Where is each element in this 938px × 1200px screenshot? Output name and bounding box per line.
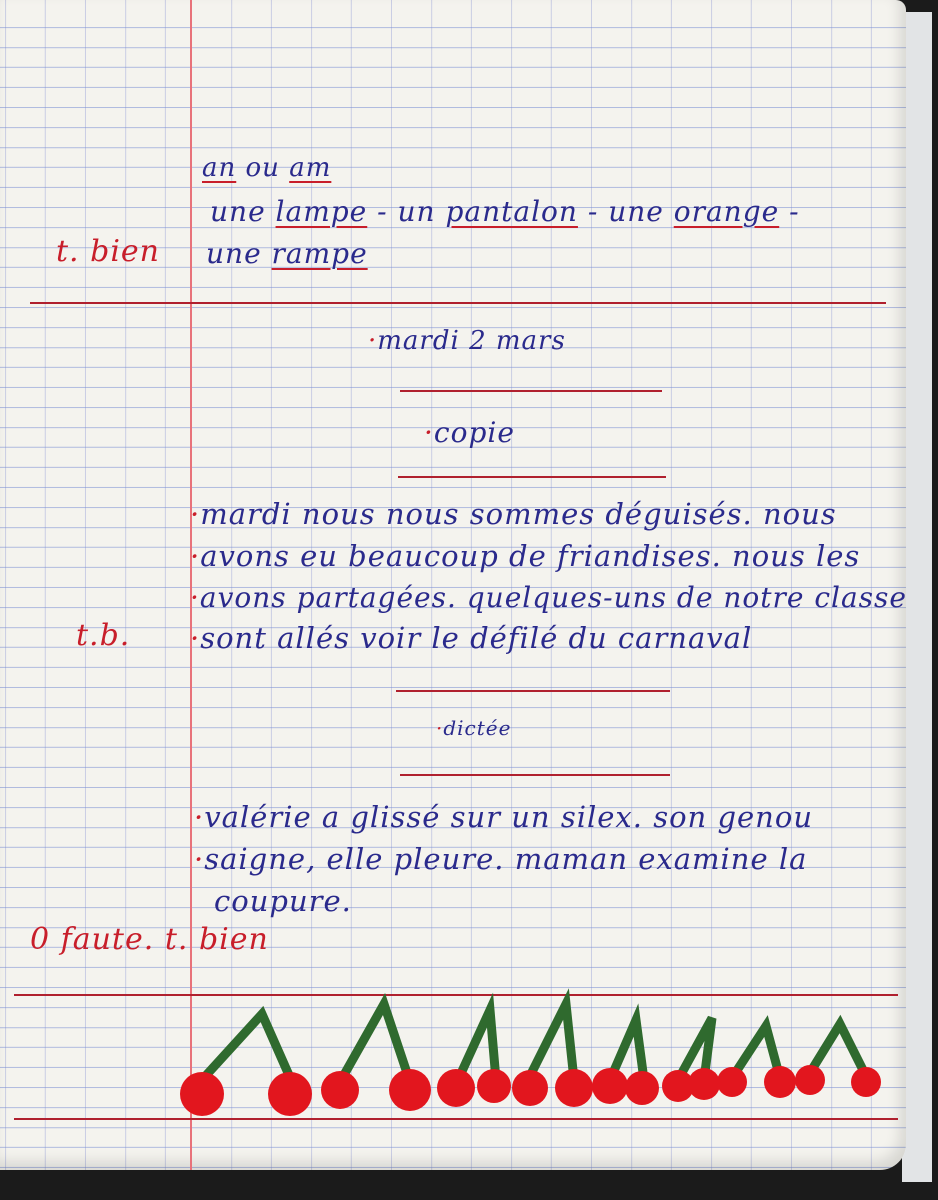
copie-line-text: sont allés voir le défilé du carnaval [200,621,753,655]
grade-mark-2: t.b. [76,618,131,653]
word: pantalon [445,195,578,228]
cherry-pair-icon [340,1004,410,1082]
word: orange [673,195,780,228]
copie-line: ·avons partagées. quelques-uns de notre classe [190,581,907,614]
copie-line: ·sont allés voir le défilé du carnaval [190,621,753,655]
date-text: mardi 2 mars [377,326,566,356]
copie-line: ·avons eu beaucoup de friandises. nous les [190,539,861,573]
date-line: ·mardi 2 mars [368,326,566,356]
cherry-fruits [180,1065,881,1116]
grade-mark-3: 0 faute. t. bien [30,922,269,957]
copie-line-text: mardi nous nous sommes déguisés. nous [200,497,837,531]
grade-mark-1: t. bien [56,234,161,269]
dictee-title: ·dictée [436,716,512,740]
copie-title: ·copie [424,416,515,449]
cherry-pair-icon [200,1014,292,1082]
word: - une [577,195,674,228]
section-divider [14,1118,898,1120]
copie-line-text: avons partagées. quelques-uns de notre classe [199,581,907,614]
dictee-line-text: valérie a glissé sur un silex. son genou [204,800,813,834]
copie-title-text: copie [433,416,515,449]
dictee-line: ·saigne, elle pleure. maman examine la [194,842,808,876]
word: lampe [275,195,368,228]
dictee-line-text: coupure. [214,884,352,918]
word: une [206,237,272,270]
dictee-title-text: dictée [443,716,512,740]
copie-line: ·mardi nous nous sommes déguisés. nous [190,497,837,531]
copie-line-text: avons eu beaucoup de friandises. nous les [200,539,861,573]
word: une [210,195,276,228]
dictee-line: ·valérie a glissé sur un silex. son genou [194,800,813,834]
word: - un [367,195,446,228]
dictee-line-text: saigne, elle pleure. maman examine la [204,842,808,876]
cherry-pair-icon [528,1004,574,1080]
heading-an: an [202,153,237,183]
heading-ou: ou [236,153,290,183]
heading-am: am [289,153,332,183]
word: rampe [271,237,368,270]
word: - [779,195,800,228]
